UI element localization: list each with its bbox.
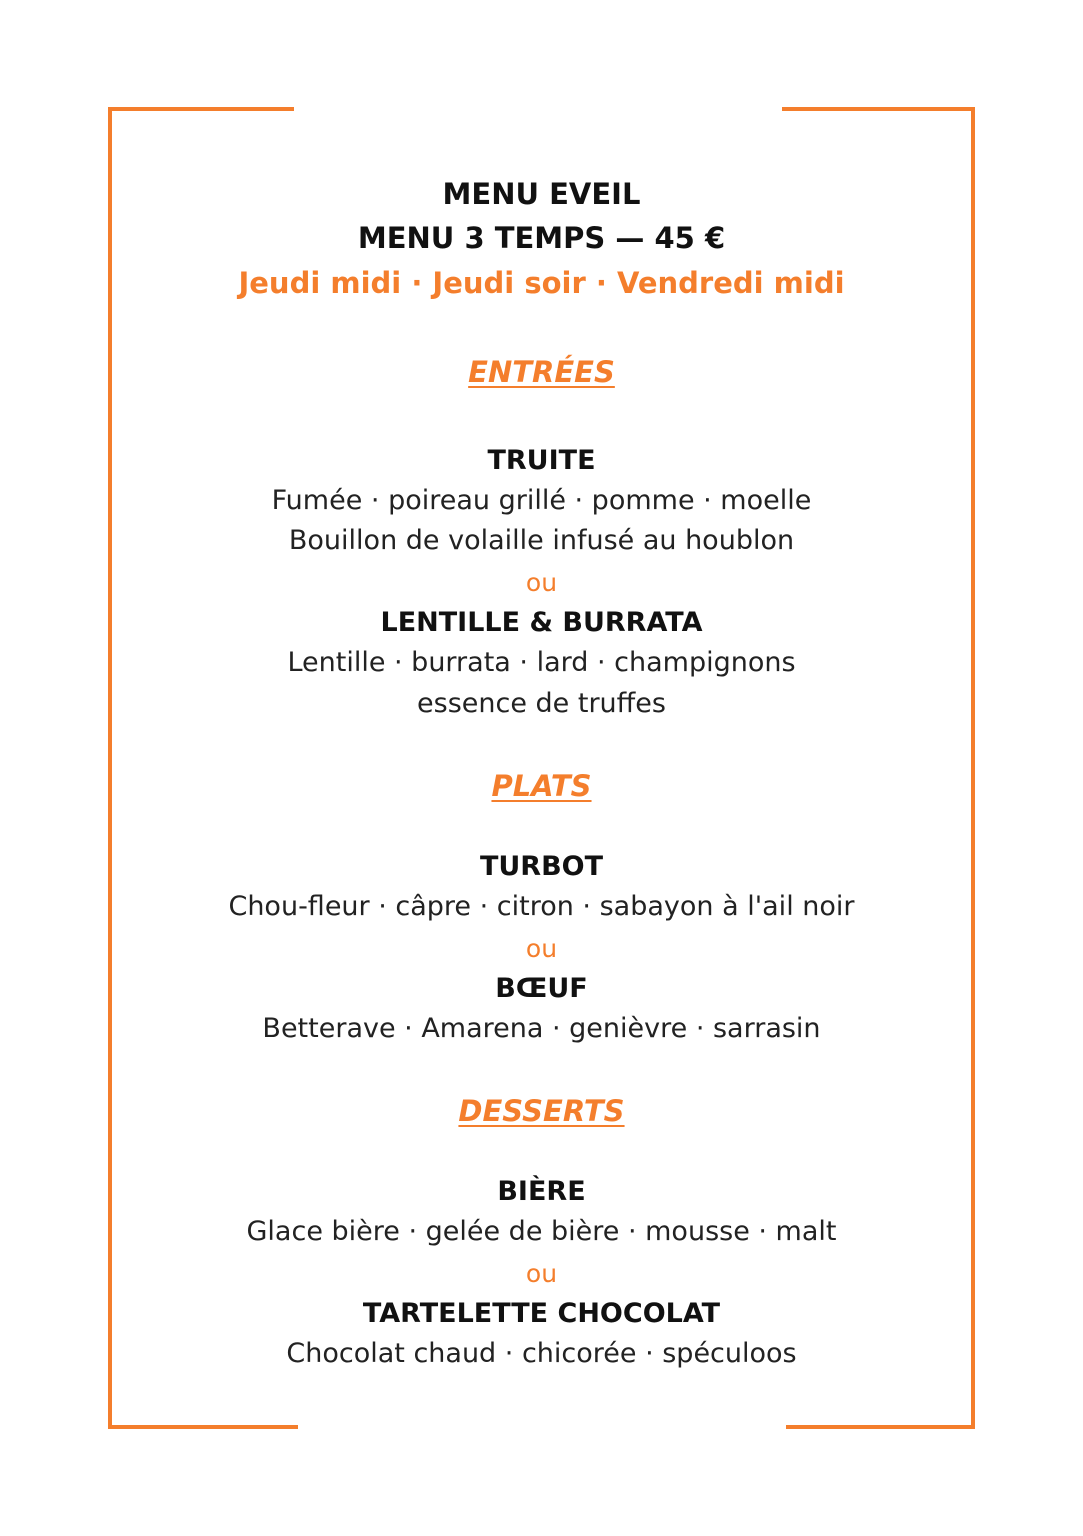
dish-description: Bouillon de volaille infusé au houblon — [288, 525, 795, 556]
dish-description: Lentille · burrata · lard · champignons — [287, 647, 796, 678]
dish-name-biere: BIÈRE — [497, 1176, 586, 1207]
section-heading-plats: PLATS — [491, 769, 592, 803]
dish-description: Betterave · Amarena · genièvre · sarrasin — [262, 1013, 821, 1044]
or-separator: ou — [525, 934, 558, 963]
dish-name-lentille-burrata: LENTILLE & BURRATA — [380, 607, 703, 638]
section-heading-entrees: ENTRÉES — [468, 355, 615, 389]
frame-top-left — [108, 107, 294, 111]
dish-name-tartelette-chocolat: TARTELETTE CHOCOLAT — [362, 1298, 721, 1329]
menu-price: MENU 3 TEMPS — 45 € — [357, 221, 726, 255]
dish-name-boeuf: BŒUF — [495, 973, 588, 1004]
service-days: Jeudi midi · Jeudi soir · Vendredi midi — [238, 266, 845, 300]
frame-top-right — [782, 107, 975, 111]
menu-name: MENU EVEIL — [442, 177, 641, 211]
dish-description: essence de truffes — [417, 688, 666, 719]
dish-description: Fumée · poireau grillé · pomme · moelle — [271, 485, 812, 516]
frame-bottom-left — [108, 1425, 298, 1429]
dish-name-truite: TRUITE — [487, 445, 596, 476]
dish-description: Glace bière · gelée de bière · mousse · malt — [246, 1216, 837, 1247]
dish-description: Chou-fleur · câpre · citron · sabayon à l'ail noir — [228, 891, 855, 922]
section-heading-desserts: DESSERTS — [458, 1094, 625, 1128]
dish-name-turbot: TURBOT — [479, 851, 604, 882]
or-separator: ou — [525, 568, 558, 597]
or-separator: ou — [525, 1259, 558, 1288]
frame-bottom-right — [786, 1425, 975, 1429]
dish-description: Chocolat chaud · chicorée · spéculoos — [286, 1338, 797, 1369]
